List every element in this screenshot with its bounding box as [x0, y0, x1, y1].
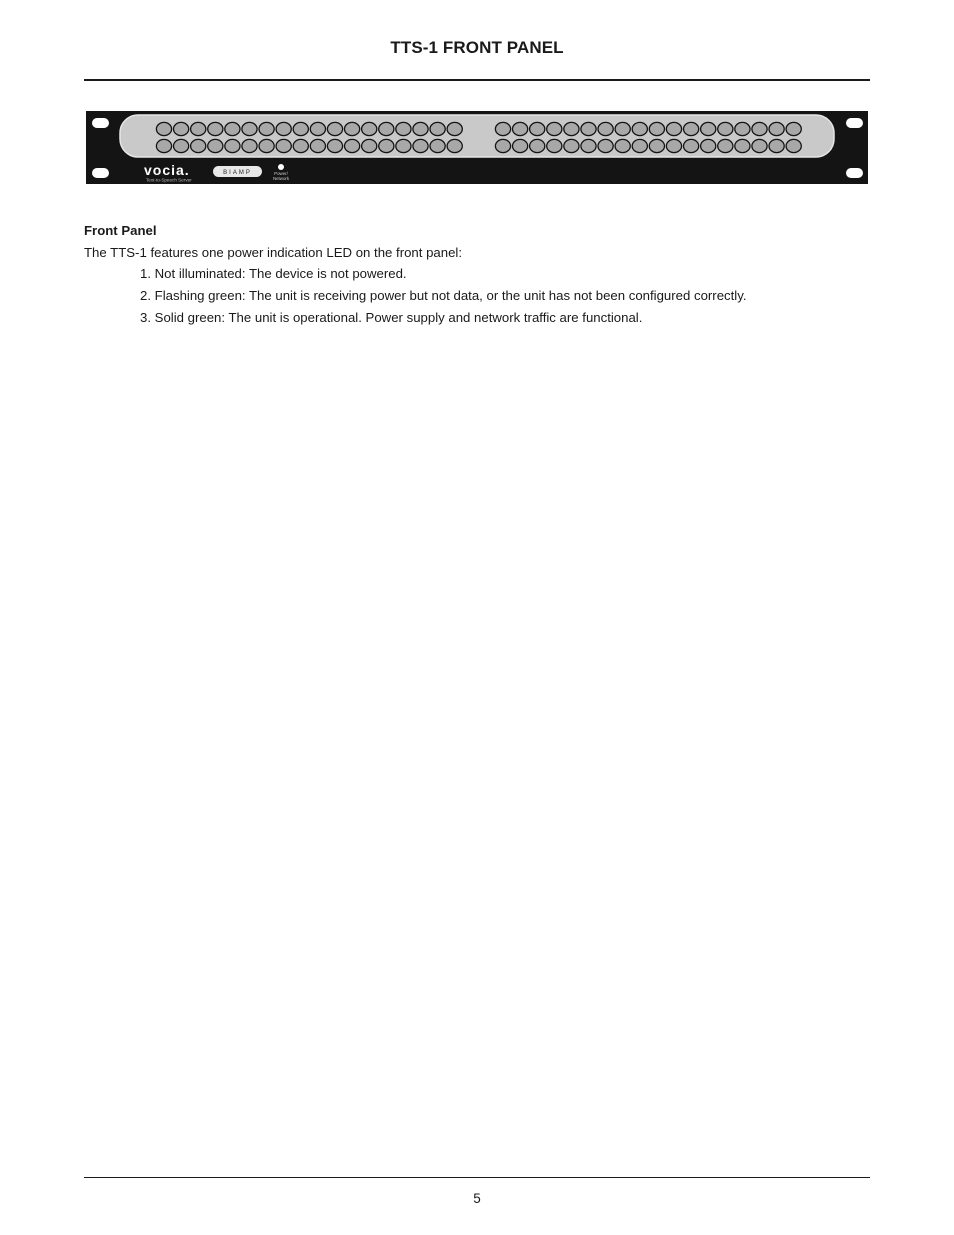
vent-hole [786, 139, 801, 152]
vent-hole [447, 122, 462, 135]
vent-hole [735, 122, 750, 135]
vent-hole [259, 139, 274, 152]
rack-hole-bottom-left [92, 168, 109, 178]
list-item: 3. Solid green: The unit is operational. Power supply and network traffic are functional. [140, 309, 643, 325]
vent-hole [649, 122, 664, 135]
vent-hole [547, 122, 562, 135]
vent-hole [752, 139, 767, 152]
vent-hole [684, 122, 699, 135]
vent-hole [598, 139, 613, 152]
vent-hole [666, 139, 681, 152]
vent-hole [208, 139, 223, 152]
vent-hole [430, 122, 445, 135]
rack-hole-top-left [92, 118, 109, 128]
vent-hole [735, 139, 750, 152]
vent-hole [191, 122, 206, 135]
vent-hole [242, 122, 257, 135]
vent-hole [786, 122, 801, 135]
vent-hole [564, 139, 579, 152]
front-panel-section [84, 220, 870, 329]
vent-hole [701, 122, 716, 135]
power-network-led [278, 164, 284, 170]
led-label-line-2: Network [272, 176, 290, 181]
vent-hole [362, 122, 377, 135]
vent-hole [615, 122, 630, 135]
vent-hole [564, 122, 579, 135]
vent-hole [615, 139, 630, 152]
vent-hole [752, 122, 767, 135]
vent-hole [225, 139, 240, 152]
footer-rule [84, 1177, 870, 1178]
led-label-line-1: Power/ [274, 171, 288, 176]
vent-hole [413, 122, 428, 135]
front-panel-svg [86, 111, 868, 184]
vent-hole [530, 139, 545, 152]
brand-subtitle: Text-to-Speech Server [146, 177, 192, 183]
vent-hole [310, 122, 325, 135]
page-number: 5 [473, 1191, 481, 1206]
page-title: TTS-1 FRONT PANEL [390, 38, 564, 57]
rack-hole-top-right [846, 118, 863, 128]
vent-hole [649, 139, 664, 152]
brand-logo: vocia. [144, 162, 190, 178]
vent-hole [242, 139, 257, 152]
front-panel-illustration [86, 111, 868, 184]
vent-hole [718, 122, 733, 135]
vent-hole [327, 122, 342, 135]
list-item: 1. Not illuminated: The device is not powered. [140, 266, 407, 282]
vent-hole [632, 139, 647, 152]
vent-hole [684, 139, 699, 152]
maker-badge: BIAMP [223, 170, 252, 176]
vent-hole [666, 122, 681, 135]
vent-hole [581, 122, 596, 135]
vent-hole [769, 139, 784, 152]
vent-hole [191, 139, 206, 152]
vent-hole [447, 139, 462, 152]
vent-hole [495, 122, 510, 135]
vent-hole [327, 139, 342, 152]
vent-hole [362, 139, 377, 152]
vent-hole [430, 139, 445, 152]
section-intro: The TTS-1 features one power indication LED on the front panel: [84, 244, 463, 260]
vent-hole [396, 139, 411, 152]
vent-hole [259, 122, 274, 135]
vent-hole [718, 139, 733, 152]
vent-hole [495, 139, 510, 152]
vent-hole [276, 139, 291, 152]
rack-hole-bottom-right [846, 168, 863, 178]
vent-hole [345, 139, 360, 152]
vent-hole [276, 122, 291, 135]
vent-hole [530, 122, 545, 135]
vent-hole [769, 122, 784, 135]
vent-hole [379, 139, 394, 152]
vent-hole [513, 139, 528, 152]
vent-hole [310, 139, 325, 152]
vent-hole [156, 139, 171, 152]
vent-hole [547, 139, 562, 152]
vent-hole [632, 122, 647, 135]
vent-hole [156, 122, 171, 135]
header-rule [84, 79, 870, 81]
vent-hole [174, 139, 189, 152]
vent-hole [598, 122, 613, 135]
vent-hole [396, 122, 411, 135]
vent-hole [225, 122, 240, 135]
vent-hole [379, 122, 394, 135]
vent-hole [513, 122, 528, 135]
vent-hole [293, 122, 308, 135]
vent-hole [174, 122, 189, 135]
list-item: 2. Flashing green: The unit is receiving power but not data, or the unit has not been configured correctly. [140, 288, 747, 304]
vent-hole [345, 122, 360, 135]
vent-hole [701, 139, 716, 152]
vent-hole [413, 139, 428, 152]
vent-hole [581, 139, 596, 152]
section-heading: Front Panel [84, 223, 157, 238]
vent-hole [293, 139, 308, 152]
led-state-list [84, 263, 870, 328]
vent-hole [208, 122, 223, 135]
